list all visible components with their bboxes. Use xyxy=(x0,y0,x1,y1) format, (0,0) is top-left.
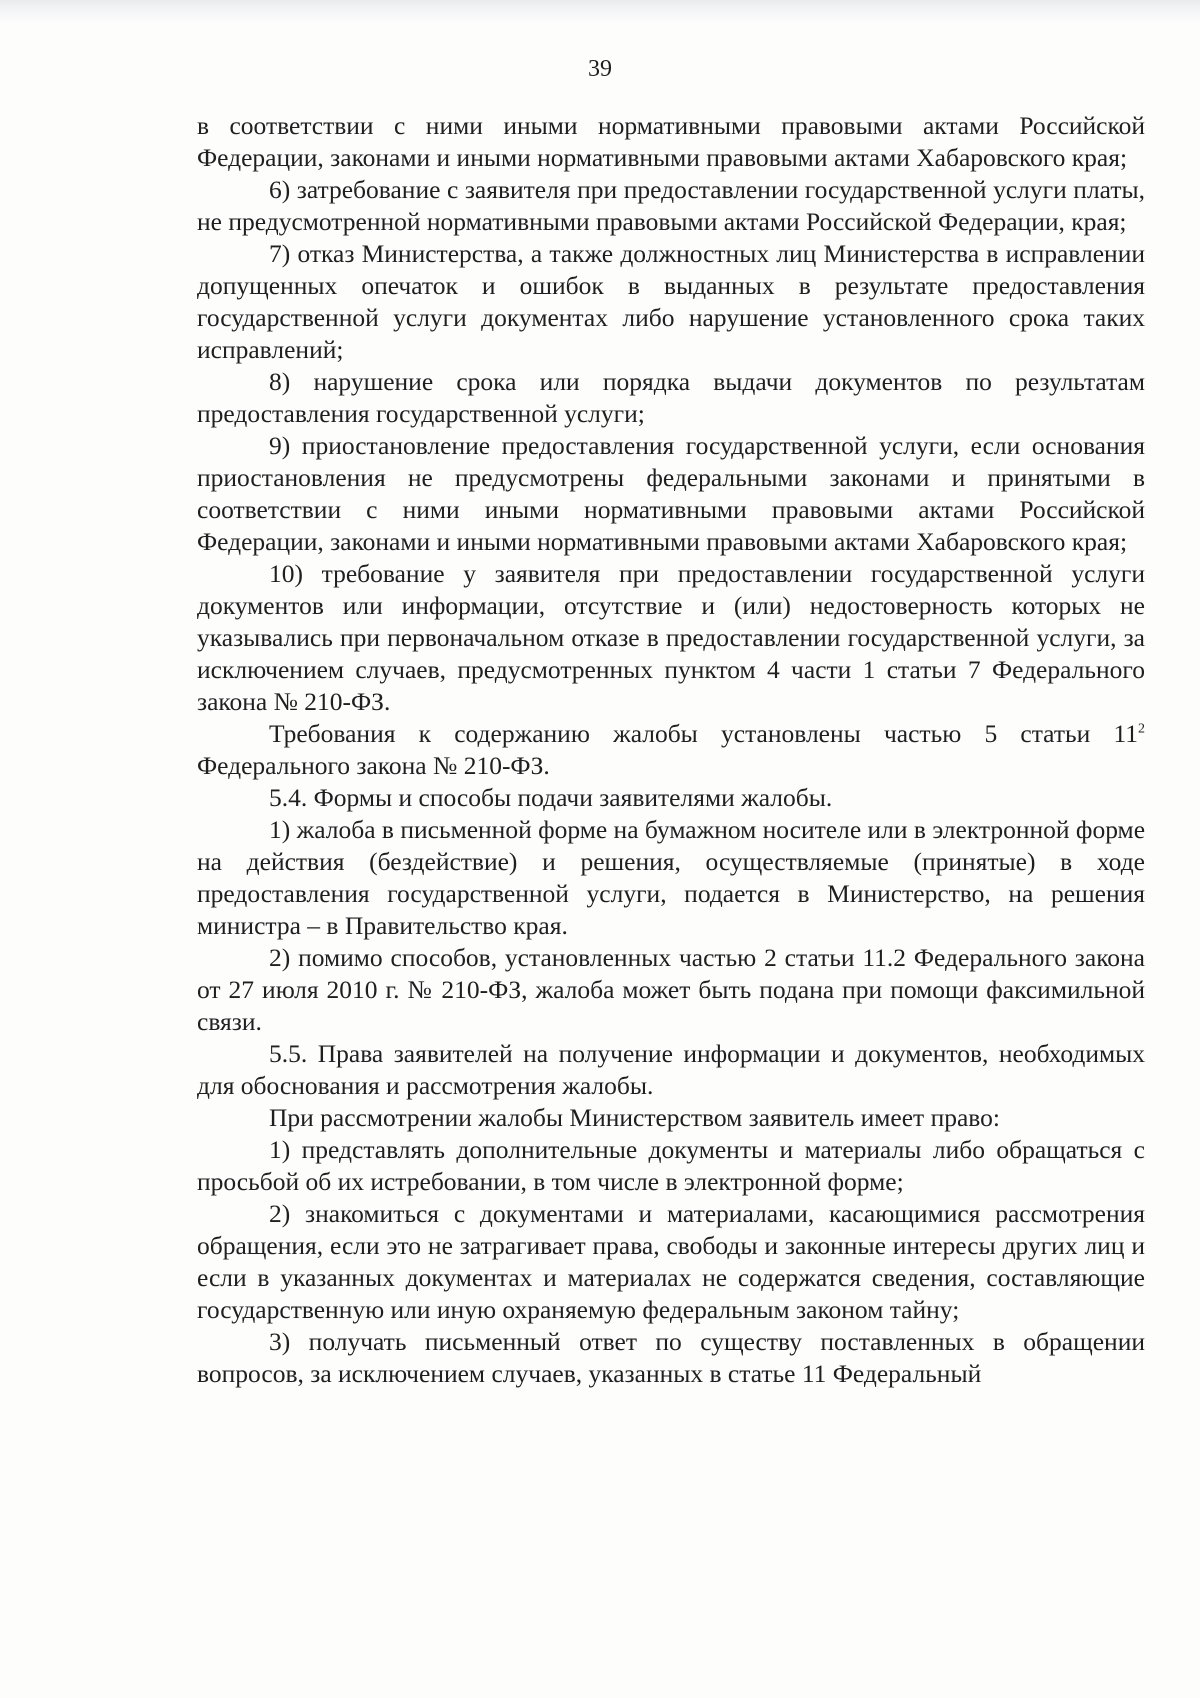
section-5-4-item-2: 2) помимо способов, установленных частью 2 статьи 11.2 Федерального закона от 27 июля 2010 г. № 210-ФЗ, жалоба может быть подана при помощи факсимильной связи. xyxy=(197,943,1145,1036)
list-item-7: 7) отказ Министерства, а также должностных лиц Министерства в исправлении допущенных опечаток и ошибок в выданных в результате предоставления государственной услуги документах либо нарушение установленного срока таких исправлений; xyxy=(197,239,1145,364)
rights-intro: При рассмотрении жалобы Министерством заявитель имеет право: xyxy=(269,1103,1000,1132)
scan-top-edge xyxy=(0,0,1200,24)
list-item-9: 9) приостановление предоставления государственной услуги, если основания приостановления не предусмотрены федеральными законами и принятыми в соответствии с ними иными нормативными правовыми актами Российской Федерации, законами и иными нормативными правовыми актами Хабаровского края; xyxy=(197,431,1145,556)
rights-item-1: 1) представлять дополнительные документы и материалы либо обращаться с просьбой об их истребовании, в том числе в электронной форме; xyxy=(197,1135,1145,1196)
superscript-marker: 2 xyxy=(1138,721,1145,737)
rights-item-2: 2) знакомиться с документами и материалами, касающимися рассмотрения обращения, если это не затрагивает права, свободы и законные интересы других лиц и если в указанных документах и материалах не содержатся сведения, составляющие государственную или иную охраняемую федеральным законом тайну; xyxy=(197,1199,1145,1324)
complaint-requirements-text: Требования к содержанию жалобы установлены частью 5 статьи 11 xyxy=(269,719,1138,748)
rights-item-3: 3) получать письменный ответ по существу поставленных в обращении вопросов, за исключением случаев, указанных в статье 11 Федеральный xyxy=(197,1327,1145,1388)
paragraph-continuation: в соответствии с ними иными нормативными правовыми актами Российской Федерации, законами и иными нормативными правовыми актами Хабаровского края; xyxy=(197,111,1145,172)
list-item-10: 10) требование у заявителя при предоставлении государственной услуги документов или информации, отсутствие и (или) недостоверность которых не указывались при первоначальном отказе в предоставлении государственной услуги, за исключением случаев, предусмотренных пунктом 4 части 1 статьи 7 Федерального закона № 210-ФЗ. xyxy=(197,559,1145,716)
list-item-8: 8) нарушение срока или порядка выдачи документов по результатам предоставления государственной услуги; xyxy=(197,367,1145,428)
list-item-6: 6) затребование с заявителя при предоставлении государственной услуги платы, не предусмотренной нормативными правовыми актами Российской Федерации, края; xyxy=(197,175,1145,236)
section-heading-5-5: 5.5. Права заявителей на получение информации и документов, необходимых для обоснования и рассмотрения жалобы. xyxy=(197,1039,1145,1100)
complaint-requirements-text-end: Федерального закона № 210-ФЗ. xyxy=(197,751,550,780)
section-heading-5-4: 5.4. Формы и способы подачи заявителями жалобы. xyxy=(269,783,833,812)
page-body xyxy=(197,110,1145,1390)
page-number: 39 xyxy=(588,56,612,82)
section-5-4-item-1: 1) жалоба в письменной форме на бумажном носителе или в электронной форме на действия (бездействие) и решения, осуществляемые (принятые) в ходе предоставления государственной услуги, подается в Министерство, на решения министра – в Правительство края. xyxy=(197,815,1146,940)
complaint-requirements-paragraph xyxy=(197,718,1145,782)
